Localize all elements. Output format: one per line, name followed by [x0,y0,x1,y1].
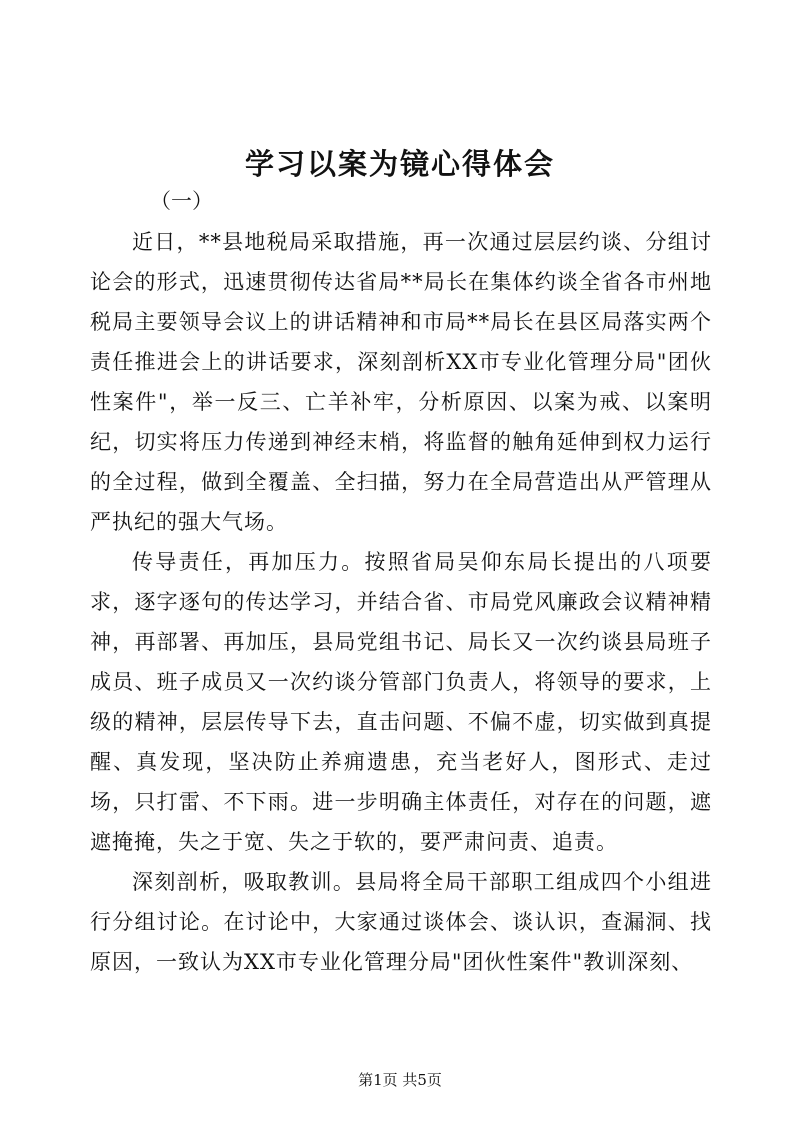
paragraph: 深刻剖析，吸取教训。县局将全局干部职工组成四个小组进行分组讨论。在讨论中，大家通过谈体会、谈认识，查漏洞、找原因，一致认为XX市专业化管理分局"团伙性案件"教训深刻、 [90,870,712,974]
paragraph: 近日，**县地税局采取措施，再一次通过层层约谈、分组讨论会的形式，迅速贯彻传达省局**局长在集体约谈全省各市州地税局主要领导会议上的讲话精神和市局**局长在县区局落实两个责任推进会上的讲话要求，深刻剖析XX市专业化管理分局"团伙性案件"，举一反三、亡羊补牢，分析原因、以案为戒、以案明纪，切实将压力传递到神经末梢，将监督的触角延伸到权力运行的全过程，做到全覆盖、全扫描，努力在全局营造出从严管理从严执纪的强大气场。 [90,230,712,534]
document-title: 学习以案为镜心得体会 [244,147,555,181]
page-footer [0,1070,800,1090]
section-label: （一） [150,189,213,213]
page-number: 第1页 共5页 [358,1071,442,1089]
document-body [90,222,712,982]
paragraph: 传导责任，再加压力。按照省局吴仰东局长提出的八项要求，逐字逐句的传达学习，并结合省、市局党风廉政会议精神精神，再部署、再加压，县局党组书记、局长又一次约谈县局班子成员、班子成员又一次约谈分管部门负责人，将领导的要求，上级的精神，层层传导下去，直击问题、不偏不虚，切实做到真提醒、真发现，坚决防止养痈遗患，充当老好人，图形式、走过场，只打雷、不下雨。进一步明确主体责任，对存在的问题，遮遮掩掩，失之于宽、失之于软的，要严肃问责、追责。 [90,550,712,854]
